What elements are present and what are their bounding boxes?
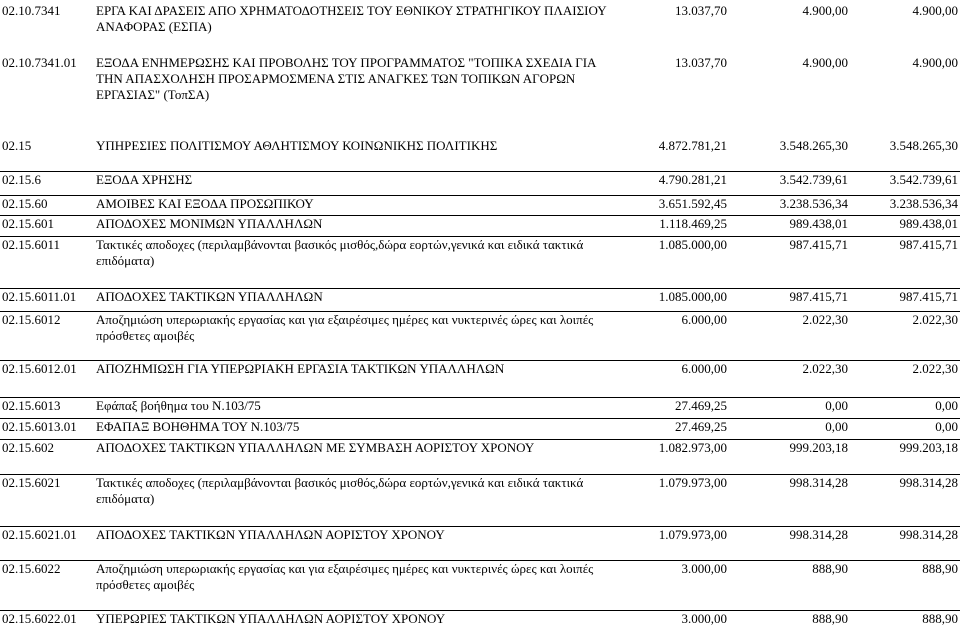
paid-amount-cell: 989.438,01 (899, 216, 958, 231)
description-cell: ΕΞΟΔΑ ΧΡΗΣΗΣ (96, 172, 193, 187)
description-cell: ΥΠΗΡΕΣΙΕΣ ΠΟΛΙΤΙΣΜΟΥ ΑΘΛΗΤΙΣΜΟΥ ΚΟΙΝΩΝΙΚΗΣ ΠΟΛΙΤΙΚΗΣ (96, 138, 498, 153)
committed-amount-cell: 3.548.265,30 (779, 138, 848, 153)
description-cell: ΑΠΟΔΟΧΕΣ ΤΑΚΤΙΚΩΝ ΥΠΑΛΛΗΛΩΝ ΜΕ ΣΥΜΒΑΣΗ ΑΟΡΙΣΤΟΥ ΧΡΟΝΟΥ (96, 440, 535, 455)
code-cell: 02.15.6 (2, 172, 41, 187)
code-cell: 02.15.6011.01 (2, 289, 77, 304)
paid-amount-cell: 3.542.739,61 (889, 172, 958, 187)
committed-amount-cell: 4.900,00 (802, 55, 848, 70)
description-cell: ΥΠΕΡΩΡΙΕΣ ΤΑΚΤΙΚΩΝ ΥΠΑΛΛΗΛΩΝ ΑΟΡΙΣΤΟΥ ΧΡΟΝΟΥ (96, 611, 446, 626)
code-cell: 02.15.6013.01 (2, 419, 77, 434)
code-cell: 02.15.601 (2, 216, 54, 231)
committed-amount-cell: 888,90 (812, 611, 848, 626)
committed-amount-cell: 2.022,30 (802, 361, 848, 376)
code-cell: 02.15.6013 (2, 398, 61, 413)
code-cell: 02.10.7341 (2, 3, 61, 18)
paid-amount-cell: 3.238.536,34 (889, 196, 958, 211)
budget-amount-cell: 27.469,25 (675, 398, 727, 413)
paid-amount-cell: 999.203,18 (899, 440, 958, 455)
committed-amount-cell: 888,90 (812, 561, 848, 576)
paid-amount-cell: 4.900,00 (912, 3, 958, 18)
code-cell: 02.15.6012 (2, 312, 61, 327)
paid-amount-cell: 998.314,28 (899, 475, 958, 490)
budget-amount-cell: 13.037,70 (675, 55, 727, 70)
committed-amount-cell: 987.415,71 (789, 289, 848, 304)
code-cell: 02.15.6021 (2, 475, 61, 490)
description-cell: ΑΠΟΖΗΜΙΩΣΗ ΓΙΑ ΥΠΕΡΩΡΙΑΚΗ ΕΡΓΑΣΙΑ ΤΑΚΤΙΚΩΝ ΥΠΑΛΛΗΛΩΝ (96, 361, 505, 376)
committed-amount-cell: 998.314,28 (789, 475, 848, 490)
budget-amount-cell: 1.079.973,00 (658, 527, 727, 542)
budget-amount-cell: 1.085.000,00 (658, 289, 727, 304)
committed-amount-cell: 998.314,28 (789, 527, 848, 542)
committed-amount-cell: 3.542.739,61 (779, 172, 848, 187)
code-cell: 02.10.7341.01 (2, 55, 77, 70)
paid-amount-cell: 3.548.265,30 (889, 138, 958, 153)
description-cell: Τακτικές αποδοχες (περιλαμβάνονται βασικός μισθός,δώρα εορτών,γενικά και ειδικά τακτικά επιδόματα) (96, 237, 584, 268)
description-cell: ΑΠΟΔΟΧΕΣ ΤΑΚΤΙΚΩΝ ΥΠΑΛΛΗΛΩΝ ΑΟΡΙΣΤΟΥ ΧΡΟΝΟΥ (96, 527, 445, 542)
description-cell: Τακτικές αποδοχες (περιλαμβάνονται βασικός μισθός,δώρα εορτών,γενικά και ειδικά τακτικά επιδόματα) (96, 475, 584, 506)
paid-amount-cell: 888,90 (922, 561, 958, 576)
paid-amount-cell: 4.900,00 (912, 55, 958, 70)
budget-amount-cell: 3.000,00 (681, 561, 727, 576)
description-cell: ΕΦΑΠΑΞ ΒΟΗΘΗΜΑ ΤΟΥ Ν.103/75 (96, 419, 300, 434)
budget-amount-cell: 1.118.469,25 (659, 216, 727, 231)
description-cell: ΕΞΟΔΑ ΕΝΗΜΕΡΩΣΗΣ ΚΑΙ ΠΡΟΒΟΛΗΣ ΤΟΥ ΠΡΟΓΡΑΜΜΑΤΟΣ "ΤΟΠΙΚΑ ΣΧΕΔΙΑ ΓΙΑ ΤΗΝ ΑΠΑΣΧΟΛΗΣΗ ΠΡΟΣΑΡΜΟΣΜΕΝΑ ΣΤΙΣ ΑΝΑΓΚΕΣ ΤΩΝ ΤΟΠΙΚΩΝ ΑΓΟΡΩΝ ΕΡΓΑΣΙΑΣ" (ΤοπΣΑ) (96, 55, 596, 102)
committed-amount-cell: 0,00 (825, 419, 848, 434)
committed-amount-cell: 4.900,00 (802, 3, 848, 18)
description-cell: Εφάπαξ βοήθημα του Ν.103/75 (96, 398, 261, 413)
paid-amount-cell: 2.022,30 (912, 312, 958, 327)
budget-amount-cell: 13.037,70 (675, 3, 727, 18)
paid-amount-cell: 0,00 (935, 398, 958, 413)
paid-amount-cell: 998.314,28 (899, 527, 958, 542)
budget-amount-cell: 1.082.973,00 (658, 440, 727, 455)
description-cell: Αποζημιώση υπερωριακής εργασίας και για εξαιρέσιμες ημέρες και νυκτερινές ώρες και λοιπές πρόσθετες αμοιβές (96, 561, 594, 592)
committed-amount-cell: 987.415,71 (789, 237, 848, 252)
committed-amount-cell: 3.238.536,34 (779, 196, 848, 211)
paid-amount-cell: 0,00 (935, 419, 958, 434)
budget-amount-cell: 6.000,00 (681, 361, 727, 376)
paid-amount-cell: 888,90 (922, 611, 958, 626)
description-cell: ΑΜΟΙΒΕΣ ΚΑΙ ΕΞΟΔΑ ΠΡΟΣΩΠΙΚΟΥ (96, 196, 314, 211)
paid-amount-cell: 987.415,71 (899, 237, 958, 252)
description-cell: Αποζημιώση υπερωριακής εργασίας και για εξαιρέσιμες ημέρες και νυκτερινές ώρες και λοιπές πρόσθετες αμοιβές (96, 312, 594, 343)
budget-amount-cell: 3.651.592,45 (658, 196, 727, 211)
code-cell: 02.15.602 (2, 440, 54, 455)
committed-amount-cell: 0,00 (825, 398, 848, 413)
budget-amount-cell: 1.085.000,00 (658, 237, 727, 252)
code-cell: 02.15.6011 (2, 237, 61, 252)
budget-amount-cell: 4.872.781,21 (658, 138, 727, 153)
committed-amount-cell: 989.438,01 (789, 216, 848, 231)
committed-amount-cell: 999.203,18 (789, 440, 848, 455)
budget-amount-cell: 27.469,25 (675, 419, 727, 434)
code-cell: 02.15 (2, 138, 32, 153)
paid-amount-cell: 987.415,71 (899, 289, 958, 304)
code-cell: 02.15.6022 (2, 561, 61, 576)
code-cell: 02.15.6021.01 (2, 527, 77, 542)
paid-amount-cell: 2.022,30 (912, 361, 958, 376)
committed-amount-cell: 2.022,30 (802, 312, 848, 327)
code-cell: 02.15.60 (2, 196, 48, 211)
budget-amount-cell: 1.079.973,00 (658, 475, 727, 490)
budget-amount-cell: 6.000,00 (681, 312, 727, 327)
code-cell: 02.15.6012.01 (2, 361, 77, 376)
code-cell: 02.15.6022.01 (2, 611, 77, 626)
budget-amount-cell: 4.790.281,21 (658, 172, 727, 187)
budget-amount-cell: 3.000,00 (681, 611, 727, 626)
description-cell: ΑΠΟΔΟΧΕΣ ΤΑΚΤΙΚΩΝ ΥΠΑΛΛΗΛΩΝ (96, 289, 323, 304)
description-cell: ΕΡΓΑ ΚΑΙ ΔΡΑΣΕΙΣ ΑΠΟ ΧΡΗΜΑΤΟΔΟΤΗΣΕΙΣ ΤΟΥ ΕΘΝΙΚΟΥ ΣΤΡΑΤΗΓΙΚΟΥ ΠΛΑΙΣΙΟΥ ΑΝΑΦΟΡΑΣ (ΕΣΠΑ) (96, 3, 607, 34)
description-cell: ΑΠΟΔΟΧΕΣ ΜΟΝΙΜΩΝ ΥΠΑΛΛΗΛΩΝ (96, 216, 323, 231)
